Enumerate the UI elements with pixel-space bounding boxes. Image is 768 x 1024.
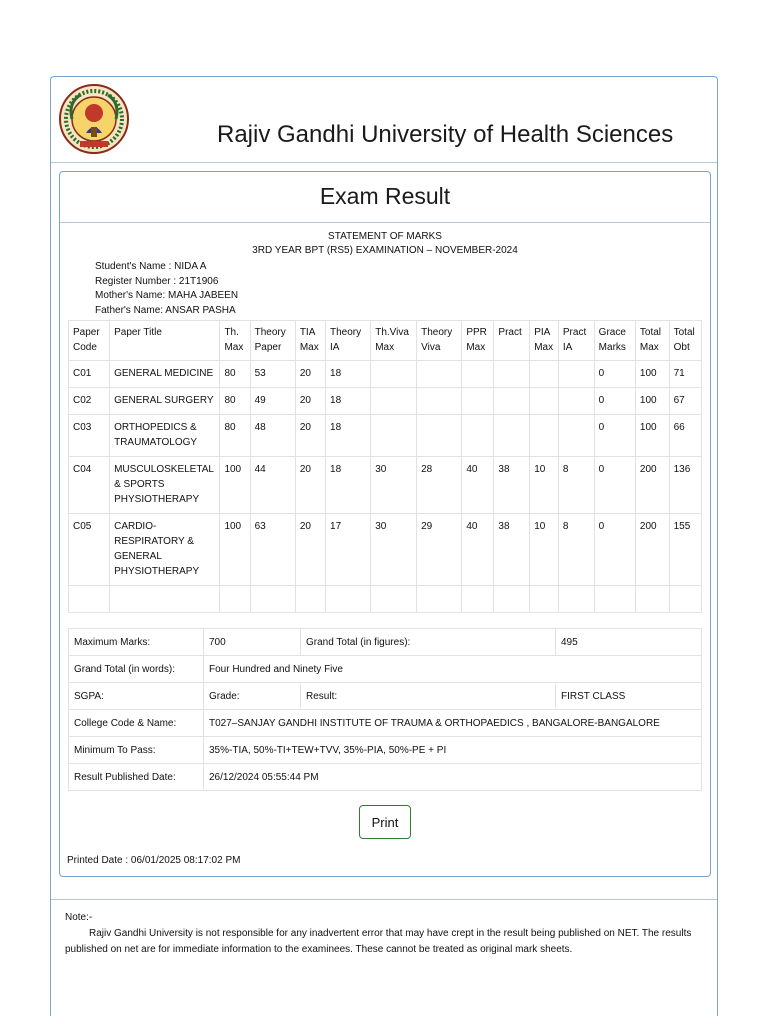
register-number: Register Number : 21T1906 — [95, 275, 219, 287]
grand-total-words-value: Four Hundred and Ninety Five — [204, 656, 702, 683]
table-cell: 20 — [295, 457, 325, 514]
table-cell: 49 — [250, 388, 295, 415]
table-cell — [530, 361, 559, 388]
table-cell: 100 — [635, 361, 669, 388]
exam-result-panel — [59, 171, 711, 877]
table-cell — [494, 586, 530, 613]
table-cell: 18 — [326, 388, 371, 415]
college-label: College Code & Name: — [69, 710, 204, 737]
table-cell — [295, 586, 325, 613]
printed-date: Printed Date : 06/01/2025 08:17:02 PM — [67, 855, 241, 866]
table-cell: 200 — [635, 457, 669, 514]
statement-heading — [60, 230, 710, 258]
table-cell: C01 — [69, 361, 110, 388]
col-grace-marks: Grace Marks — [594, 321, 635, 361]
min-pass-value: 35%-TIA, 50%-TI+TEW+TVV, 35%-PIA, 50%-PE + PI — [204, 737, 702, 764]
table-cell — [494, 415, 530, 457]
table-cell: 18 — [326, 361, 371, 388]
note-text: Rajiv Gandhi University is not responsible for any inadvertent error that may have crept in the result being published on NET. The results published on net are for immediate information to the examinees. These cannot be treated as original mark sheets. — [65, 928, 692, 955]
table-cell — [417, 586, 462, 613]
table-cell: GENERAL MEDICINE — [110, 361, 220, 388]
published-value: 26/12/2024 05:55:44 PM — [204, 764, 702, 791]
table-cell — [494, 388, 530, 415]
table-cell: 80 — [220, 361, 250, 388]
table-cell — [594, 586, 635, 613]
table-cell: 38 — [494, 514, 530, 586]
table-cell: 66 — [669, 415, 701, 457]
col-thviva-max: Th.Viva Max — [371, 321, 417, 361]
table-cell: MUSCULOSKELETAL & SPORTS PHYSIOTHERAPY — [110, 457, 220, 514]
table-cell — [250, 586, 295, 613]
summary-row-result — [69, 683, 702, 710]
table-cell: C02 — [69, 388, 110, 415]
table-cell: ORTHOPEDICS & TRAUMATOLOGY — [110, 415, 220, 457]
max-marks-label: Maximum Marks: — [69, 629, 204, 656]
table-cell: 10 — [530, 514, 559, 586]
grand-total-figures-value: 495 — [556, 629, 702, 656]
col-paper-code: Paper Code — [69, 321, 110, 361]
table-cell: 48 — [250, 415, 295, 457]
col-theory-paper: Theory Paper — [250, 321, 295, 361]
table-cell: 28 — [417, 457, 462, 514]
table-cell — [326, 586, 371, 613]
col-pract: Pract — [494, 321, 530, 361]
table-cell: C05 — [69, 514, 110, 586]
table-cell: 40 — [462, 457, 494, 514]
table-cell: 100 — [220, 514, 250, 586]
table-row-empty — [69, 586, 702, 613]
col-total-max: Total Max — [635, 321, 669, 361]
col-theory-ia: Theory IA — [326, 321, 371, 361]
summary-row-grand-words — [69, 656, 702, 683]
table-cell — [462, 586, 494, 613]
table-cell: 8 — [558, 514, 594, 586]
table-cell: C03 — [69, 415, 110, 457]
table-cell: 100 — [220, 457, 250, 514]
table-cell: 40 — [462, 514, 494, 586]
table-cell — [558, 361, 594, 388]
table-cell — [462, 388, 494, 415]
note-label: Note:- — [65, 912, 93, 923]
table-cell: 20 — [295, 388, 325, 415]
col-total-obt: Total Obt — [669, 321, 701, 361]
table-cell: 38 — [494, 457, 530, 514]
table-cell: 29 — [417, 514, 462, 586]
table-cell: 67 — [669, 388, 701, 415]
university-seal-icon — [58, 83, 130, 155]
university-name: Rajiv Gandhi University of Health Sciences — [217, 121, 674, 148]
table-cell — [558, 415, 594, 457]
table-row — [69, 457, 702, 514]
table-cell: 200 — [635, 514, 669, 586]
table-cell: 155 — [669, 514, 701, 586]
published-label: Result Published Date: — [69, 764, 204, 791]
table-cell: 100 — [635, 415, 669, 457]
table-cell: 0 — [594, 388, 635, 415]
table-cell: 136 — [669, 457, 701, 514]
table-cell: 100 — [635, 388, 669, 415]
summary-row-max-marks — [69, 629, 702, 656]
table-cell — [417, 388, 462, 415]
grade-label: Grade: — [204, 683, 301, 710]
col-pia-max: PIA Max — [530, 321, 559, 361]
table-cell: 71 — [669, 361, 701, 388]
student-name: Student's Name : NIDA A — [95, 261, 207, 272]
table-cell — [417, 415, 462, 457]
grand-total-figures-label: Grand Total (in figures): — [301, 629, 556, 656]
result-label: Result: — [301, 683, 556, 710]
table-cell — [417, 361, 462, 388]
table-cell — [635, 586, 669, 613]
table-cell: C04 — [69, 457, 110, 514]
table-cell — [110, 586, 220, 613]
statement-title: STATEMENT OF MARKS — [328, 231, 442, 242]
table-cell — [558, 388, 594, 415]
table-cell — [462, 415, 494, 457]
table-cell: 18 — [326, 457, 371, 514]
table-cell — [669, 586, 701, 613]
table-cell — [371, 388, 417, 415]
grand-total-words-label: Grand Total (in words): — [69, 656, 204, 683]
table-cell: 30 — [371, 457, 417, 514]
table-cell: 0 — [594, 415, 635, 457]
table-cell — [494, 361, 530, 388]
table-cell — [69, 586, 110, 613]
table-cell — [462, 361, 494, 388]
table-cell: 20 — [295, 514, 325, 586]
page-header — [51, 77, 717, 163]
table-cell: 20 — [295, 361, 325, 388]
table-cell: 80 — [220, 415, 250, 457]
summary-row-min-pass — [69, 737, 702, 764]
table-cell — [530, 415, 559, 457]
col-ppr-max: PPR Max — [462, 321, 494, 361]
father-name: Father's Name: ANSAR PASHA — [95, 304, 236, 316]
col-tia-max: TIA Max — [295, 321, 325, 361]
table-row — [69, 415, 702, 457]
table-cell — [371, 415, 417, 457]
summary-row-published — [69, 764, 702, 791]
college-value: T027–SANJAY GANDHI INSTITUTE OF TRAUMA & ORTHOPAEDICS , BANGALORE-BANGALORE — [204, 710, 702, 737]
table-cell — [371, 586, 417, 613]
table-cell: 20 — [295, 415, 325, 457]
table-cell: 63 — [250, 514, 295, 586]
table-cell — [220, 586, 250, 613]
table-cell: 17 — [326, 514, 371, 586]
table-cell: 0 — [594, 514, 635, 586]
table-cell: 30 — [371, 514, 417, 586]
marks-table — [68, 320, 702, 613]
table-cell: GENERAL SURGERY — [110, 388, 220, 415]
table-row — [69, 361, 702, 388]
table-cell: 8 — [558, 457, 594, 514]
col-paper-title: Paper Title — [110, 321, 220, 361]
student-details — [95, 260, 710, 318]
exam-name: 3RD YEAR BPT (RS5) EXAMINATION – NOVEMBER-2024 — [252, 245, 518, 256]
result-container — [50, 76, 718, 1016]
mother-name: Mother's Name: MAHA JABEEN — [95, 290, 239, 301]
disclaimer-note — [51, 899, 717, 1017]
table-cell — [530, 388, 559, 415]
min-pass-label: Minimum To Pass: — [69, 737, 204, 764]
table-cell: 44 — [250, 457, 295, 514]
marks-header-row — [69, 321, 702, 361]
print-button[interactable]: Print — [359, 805, 411, 839]
summary-table — [68, 628, 702, 791]
table-cell — [530, 586, 559, 613]
table-cell: 10 — [530, 457, 559, 514]
table-cell: 80 — [220, 388, 250, 415]
panel-title: Exam Result — [60, 172, 710, 223]
table-cell — [558, 586, 594, 613]
col-pract-ia: Pract IA — [558, 321, 594, 361]
table-cell: CARDIO-RESPIRATORY & GENERAL PHYSIOTHERAPY — [110, 514, 220, 586]
max-marks-value: 700 — [204, 629, 301, 656]
col-th-max: Th. Max — [220, 321, 250, 361]
col-theory-viva: Theory Viva — [417, 321, 462, 361]
result-value: FIRST CLASS — [556, 683, 702, 710]
table-cell: 53 — [250, 361, 295, 388]
table-cell: 0 — [594, 457, 635, 514]
table-cell — [371, 361, 417, 388]
table-cell: 18 — [326, 415, 371, 457]
table-row — [69, 514, 702, 586]
table-cell: 0 — [594, 361, 635, 388]
summary-row-college — [69, 710, 702, 737]
table-row — [69, 388, 702, 415]
sgpa-label: SGPA: — [69, 683, 204, 710]
